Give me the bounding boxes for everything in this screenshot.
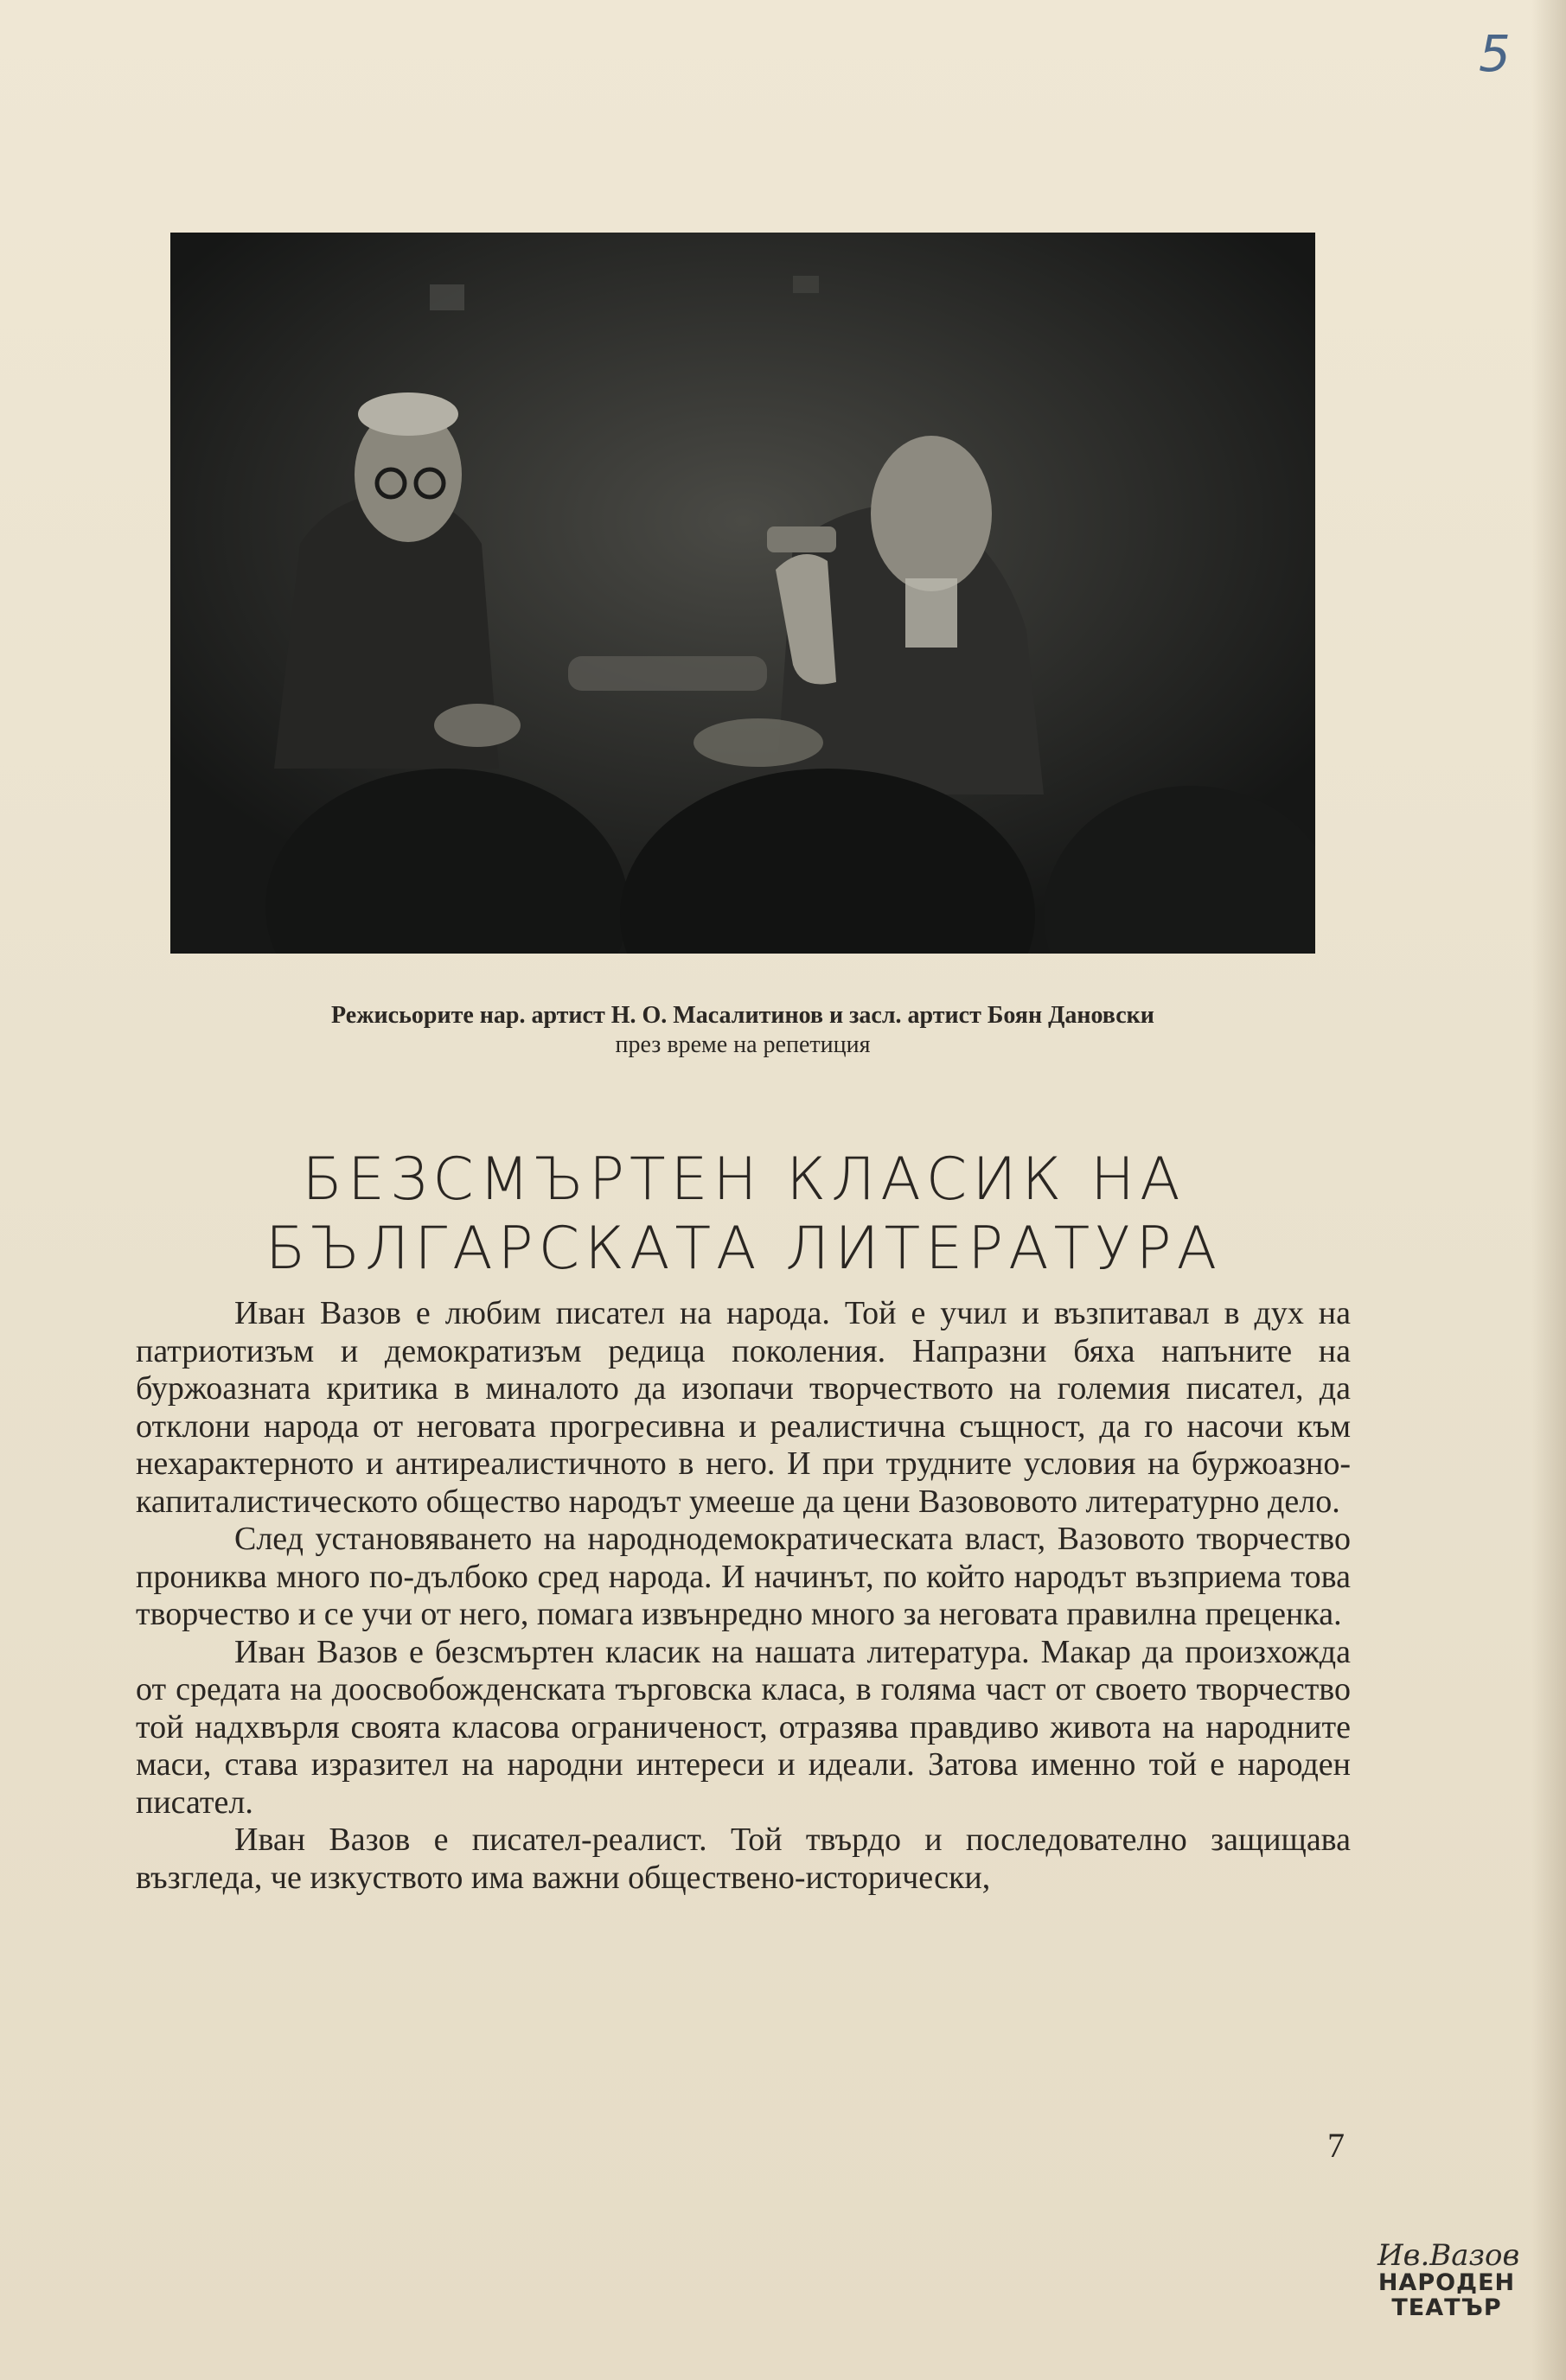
article-title bbox=[216, 1145, 1271, 1284]
paragraph-4: Иван Вазов е писател-реалист. Той твърдо и последователно защищава възгледа, че изкуството има важни обществено-исторически, bbox=[136, 1822, 1351, 1896]
logo-line-1: НАРОДЕН bbox=[1377, 2269, 1516, 2296]
article-body bbox=[136, 1295, 1351, 1897]
logo-script: Ив.Вазов bbox=[1377, 2238, 1520, 2273]
paragraph-1: Иван Вазов е любим писател на народа. Той е учил и възпитавал в дух на патриотизъм и демократизъм редица поколения. Напразни бяха напъните на буржоазната критика в миналото да изопачи творчеството на големия писател, да отклони народа от неговата прогресивна и реалистична същност, да го насочи към нехарактерното и антиреалистичното в него. И при трудните условия на буржоазно-капиталистическото общество народът умееше да цени Вазововото литературно дело. bbox=[136, 1295, 1351, 1520]
logo-line-2: ТЕАТЪР bbox=[1391, 2294, 1502, 2321]
title-line-1: БЕЗСМЪРТЕН КЛАСИК НА bbox=[302, 1145, 1186, 1214]
caption-line-1: Режисьорите нар. артист Н. О. Масалитинов и засл. артист Боян Дановски bbox=[331, 1002, 1154, 1029]
rehearsal-photo bbox=[170, 233, 1315, 954]
archive-page-mark: 5 bbox=[1479, 24, 1511, 83]
paragraph-2: След установяването на народнодемократическата власт, Вазовото творчество прониква много по-дълбоко сред народа. И начинът, по който народът възприема това творчество и се учи от него, помага извънредно много за неговата правилна преценка. bbox=[136, 1521, 1351, 1632]
national-theatre-logo bbox=[1377, 2238, 1520, 2336]
photo-caption bbox=[170, 1001, 1315, 1060]
paragraph-3: Иван Вазов е безсмъртен класик на нашата литература. Макар да произхожда от средата на доосвобожденската търговска класа, в голяма част от своето творчество той надхвърля своята класова ограниченост, отразява правдиво живота на народните маси, става изразител на народни интереси и идеали. Затова именно той е народен писател. bbox=[136, 1633, 1351, 1821]
caption-line-2: през време на репетиция bbox=[615, 1031, 871, 1058]
rehearsal-photo-drawing bbox=[170, 233, 1315, 954]
title-line-2: БЪЛГАРСКАТА ЛИТЕРАТУРА bbox=[265, 1215, 1223, 1283]
page-number: 7 bbox=[1327, 2126, 1345, 2165]
